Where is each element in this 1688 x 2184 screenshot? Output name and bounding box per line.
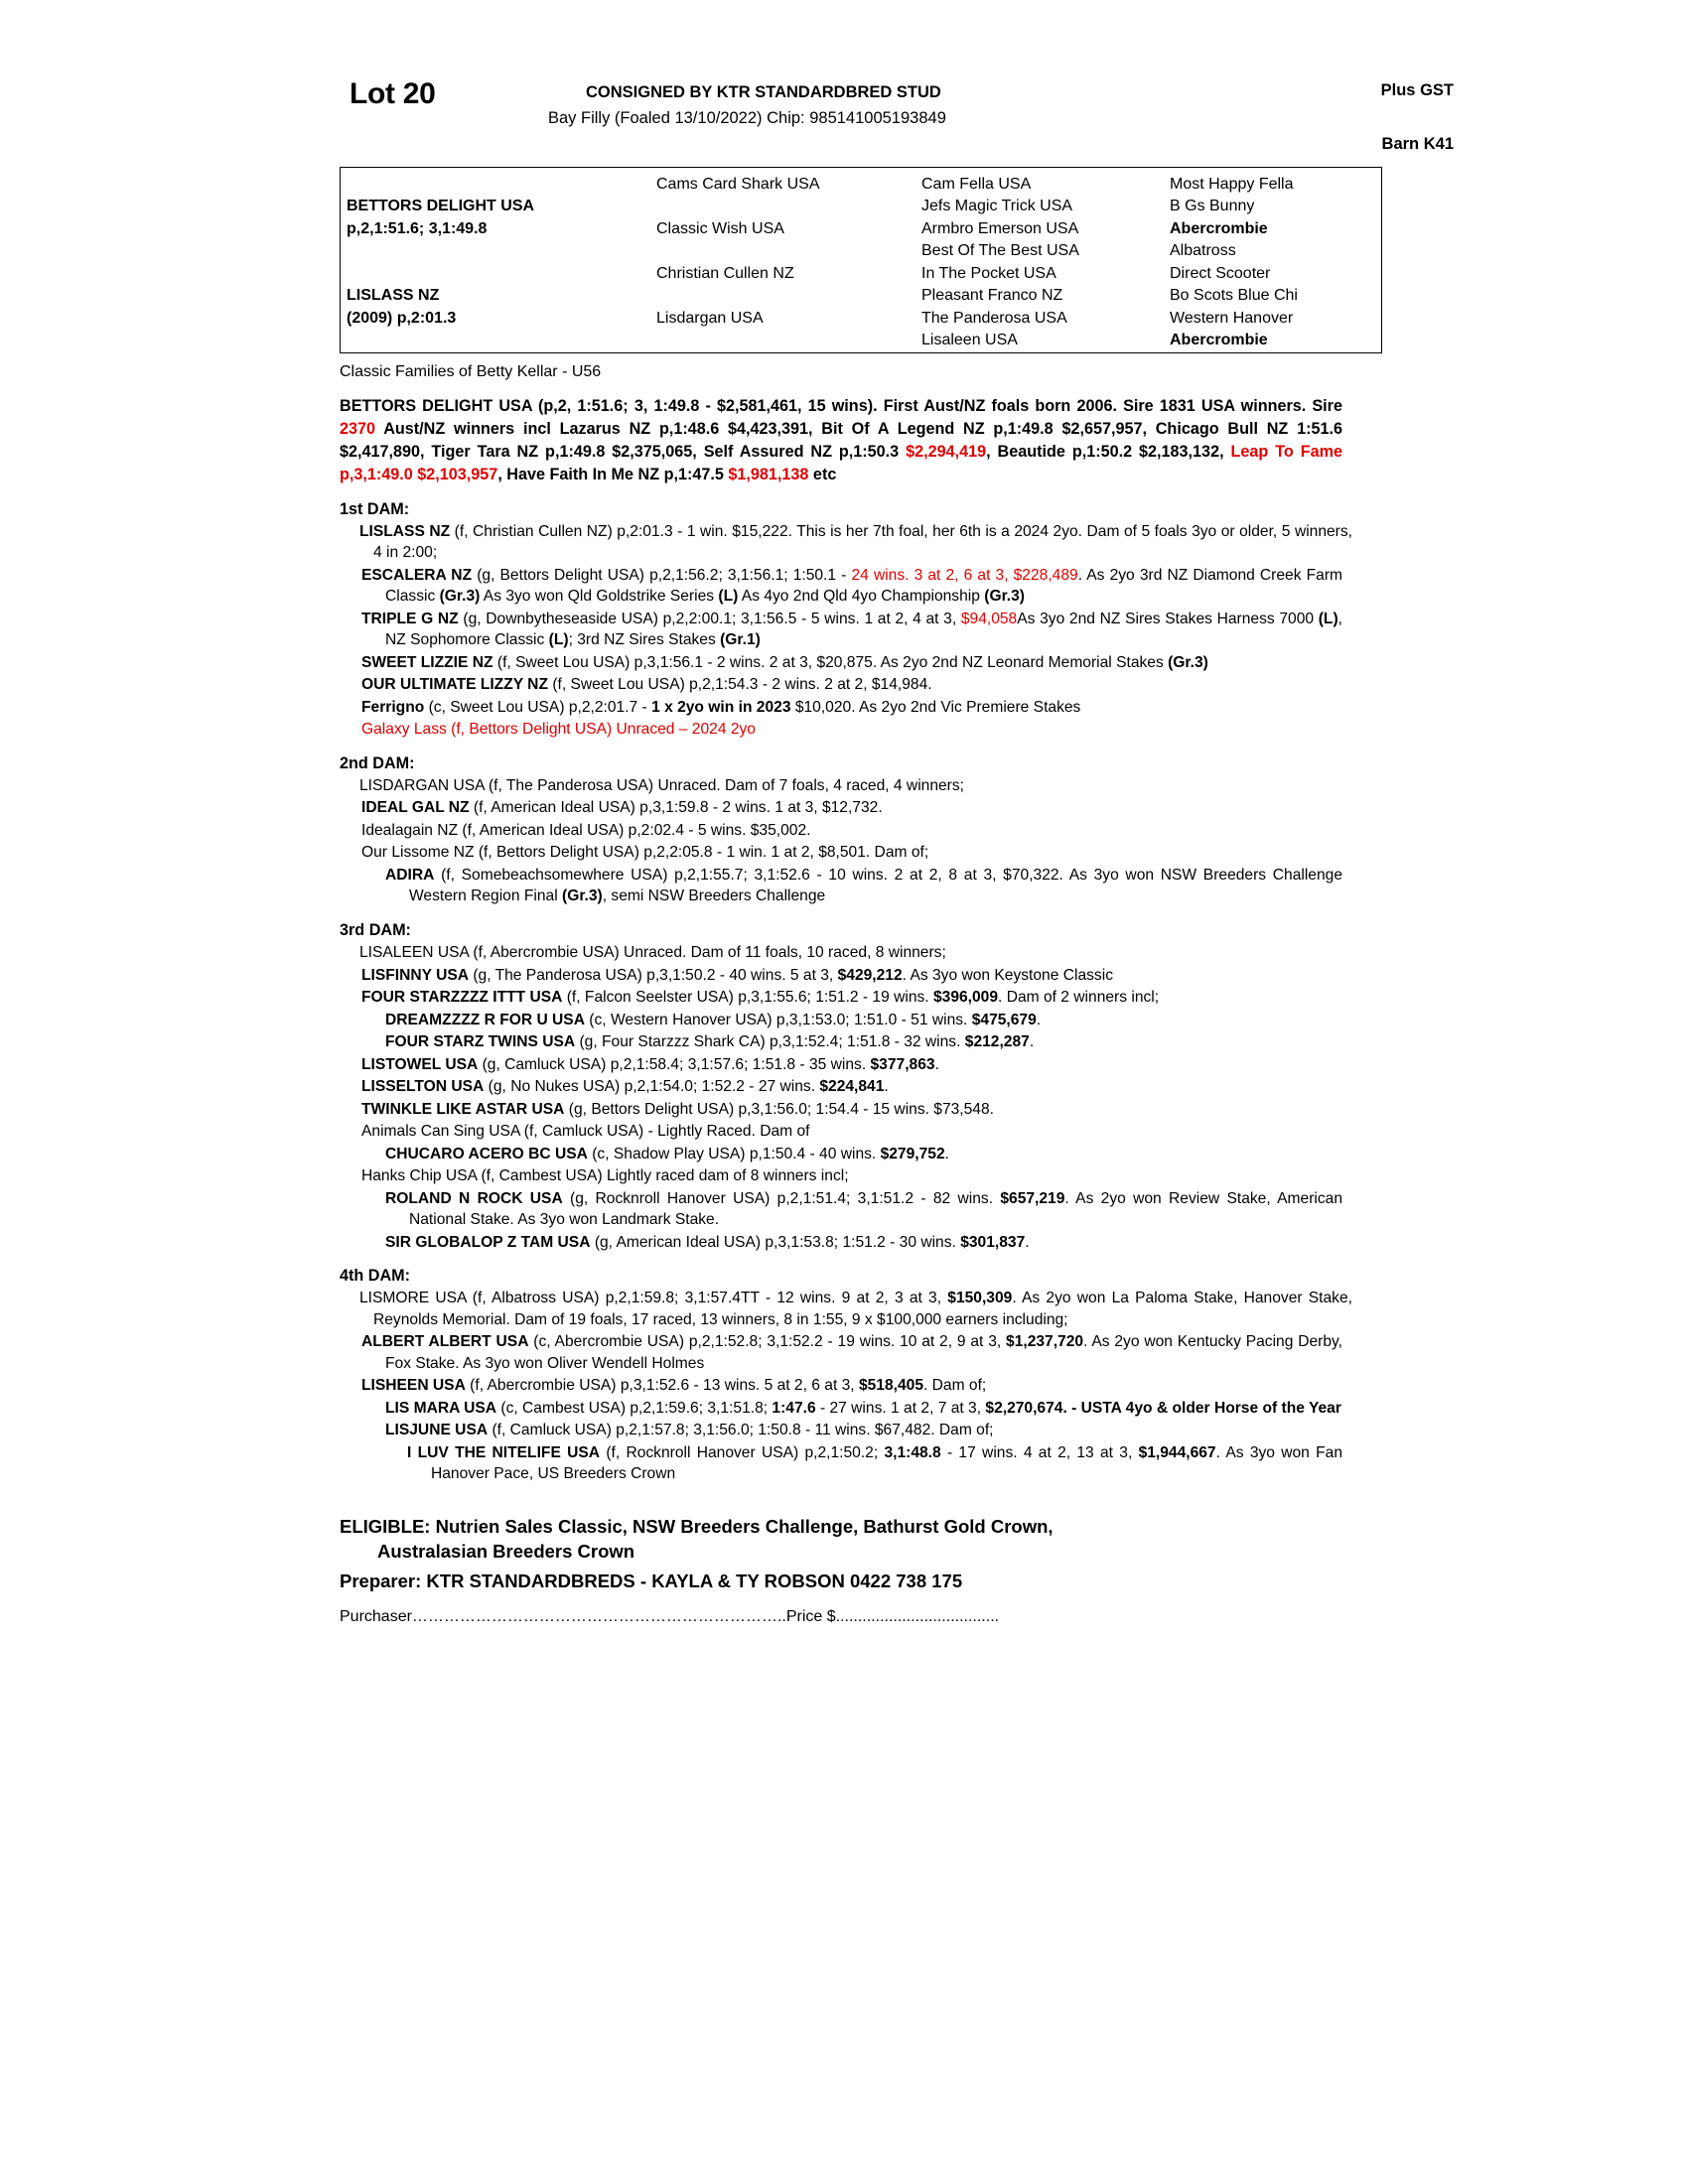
entry-name-text: (Gr.3) [984,588,1025,606]
pedigree-cell-gen1 [341,240,651,262]
dam-heading: 2nd DAM: [340,753,415,772]
pedigree-entry [340,1010,1342,1031]
entry-name-text: LIS MARA USA [385,1399,497,1417]
pedigree-entry [340,1165,1342,1187]
entry-name-text: LISHEEN USA [361,1377,466,1395]
sire-text: etc [808,465,837,483]
pedigree-table-wrapper [340,167,1333,353]
pedigree-cell-gen2 [650,330,915,352]
entry-name-text: LISJUNE USA [385,1422,489,1439]
entry-name-text: ESCALERA NZ [361,566,473,584]
entry-text: (c, Shadow Play USA) p,1:50.4 - 40 wins. [587,1145,881,1162]
entry-name-text: LISLASS NZ [359,522,451,540]
family-line: Classic Families of Betty Kellar - U56 [340,362,602,380]
entry-name-text: CHUCARO ACERO BC USA [385,1145,588,1162]
pedigree-entry [340,697,1342,719]
entry-name-text: $518,405 [858,1377,923,1395]
entry-text: LISALEEN USA (f, Abercrombie USA) Unraced. Dam of 11 foals, 10 raced, 8 winners; [359,944,946,961]
entry-name-text: IDEAL GAL NZ [361,799,470,817]
pedigree-cell-gen4: Abercrombie [1170,219,1268,237]
pedigree-entry [340,521,1352,564]
pedigree-entry [340,987,1342,1009]
pedigree-row [341,330,1382,352]
entry-text: LISMORE USA (f, Albatross USA) p,2,1:59.8; 3,1:57.4TT - 12 wins. 9 at 2, 3 at 3, [359,1290,948,1307]
dam-heading: 3rd DAM: [340,921,411,939]
page-header [119,40,1569,153]
horse-description: Bay Filly (Foaled 13/10/2022) Chip: 985141005193849 [548,109,946,127]
sire-text: , Have Faith In Me NZ p,1:47.5 [497,465,729,483]
entry-text: (c, Western Hanover USA) p,3,1:53.0; 1:51.0 - 51 wins. [584,1011,972,1028]
pedigree-cell-gen1 [341,168,651,197]
entry-text: . [1029,1033,1035,1051]
entry-name-text: ADIRA [385,866,435,884]
pedigree-cell-gen1 [341,330,651,352]
pedigree-entry [340,1288,1352,1330]
pedigree-cell-gen3: The Panderosa USA [921,309,1067,327]
entry-text: - 17 wins. 4 at 2, 13 at 3, [940,1443,1139,1461]
pedigree-cell-gen2 [650,196,915,217]
entry-name-text: LISFINNY USA [361,966,470,984]
entry-text: ; 3rd NZ Sires Stakes [568,631,721,649]
entry-text: . As 2yo won Review Stake, American National Stake. As 3yo won Landmark Stake. [409,1189,1342,1229]
entry-text: . [934,1055,939,1073]
pedigree-table [340,167,1382,353]
entry-name-text: (Gr.3) [562,887,603,905]
pedigree-entry [340,674,1342,696]
pedigree-cell-gen2: Lisdargan USA [656,309,764,327]
pedigree-cell-gen4: Most Happy Fella [1170,176,1294,193]
pedigree-entry [340,1076,1342,1098]
entry-name-text: TRIPLE G NZ [361,610,459,627]
eligible-block [340,1515,1362,1565]
entry-text: (f, American Ideal USA) p,3,1:59.8 - 2 wins. 1 at 3, $12,732. [469,799,883,817]
pedigree-entry [340,1420,1342,1441]
entry-text: As 4yo 2nd Qld 4yo Championship [738,588,985,606]
pedigree-row [341,218,1382,240]
entry-name-text: $279,752 [880,1145,945,1162]
pedigree-entry [340,1331,1342,1374]
entry-name-text: DREAMZZZZ R FOR U USA [385,1011,585,1028]
entry-name-text: FOUR STARZ TWINS USA [385,1033,576,1051]
entry-text: Our Lissome NZ (f, Bettors Delight USA) p,2,2:05.8 - 1 win. 1 at 2, $8,501. Dam of; [361,844,929,862]
entry-text: - 27 wins. 1 at 2, 7 at 3, [815,1399,986,1417]
entry-name-text: 3,1:48.8 [884,1443,941,1461]
purchaser-line: Purchaser……………………………………………………………..Price $..................................... [340,1607,1000,1625]
pedigree-cell-gen3: Pleasant Franco NZ [921,287,1063,305]
entry-name-text: $150,309 [947,1290,1013,1307]
pedigree-cell-gen4: Bo Scots Blue Chi [1170,287,1298,305]
entry-text: (f, Falcon Seelster USA) p,3,1:55.6; 1:51.2 - 19 wins. [562,989,933,1007]
entry-name-text: 1 x 2yo win in 2023 [651,698,791,716]
pedigree-entry [340,1442,1342,1485]
entry-name-text: (L) [718,588,739,606]
pedigree-entry [340,797,1342,819]
entry-text: $10,020. As 2yo 2nd Vic Premiere Stakes [790,698,1081,716]
eligible-line-1: ELIGIBLE: Nutrien Sales Classic, NSW Breeders Challenge, Bathurst Gold Crown, [340,1515,1054,1537]
dam-heading: 1st DAM: [340,499,410,518]
pedigree-cell-gen4: Direct Scooter [1170,264,1271,282]
entry-highlight-text: Galaxy Lass (f, Bettors Delight USA) Unraced – 2024 2yo [361,721,756,739]
pedigree-entry [340,965,1342,987]
pedigree-cell-gen4: Albatross [1170,242,1236,260]
pedigree-cell-gen1: BETTORS DELIGHT USA [347,198,535,215]
entry-text: . As 2yo won La Paloma Stake, Hanover Stake, Reynolds Memorial. Dam of 19 foals, 17 raced, 13 winners, 8 in 1:55, 9 x $100,000 earners including; [373,1290,1352,1328]
pedigree-entry [340,1375,1342,1397]
consignor-line: CONSIGNED BY KTR STANDARDBRED STUD [586,83,941,101]
entry-text: (g, Bettors Delight USA) p,2,1:56.2; 3,1:56.1; 1:50.1 - [472,566,852,584]
pedigree-cell-gen3: Cam Fella USA [921,176,1032,193]
entry-name-text: TWINKLE LIKE ASTAR USA [361,1100,565,1118]
pedigree-cell-gen1 [341,263,651,285]
pedigree-row [341,285,1382,307]
entry-text: (c, Abercrombie USA) p,2,1:52.8; 3,1:52.2 - 19 wins. 10 at 2, 9 at 3, [528,1333,1007,1351]
entry-text: (c, Sweet Lou USA) p,2,2:01.7 - [424,698,652,716]
entry-name-text: (L) [548,631,569,649]
entry-text: . [1036,1011,1042,1028]
entry-text: (g, The Panderosa USA) p,3,1:50.2 - 40 wins. 5 at 3, [469,966,838,984]
entry-name-text: ALBERT ALBERT USA [361,1333,529,1351]
pedigree-cell-gen1: (2009) p,2:01.3 [347,309,457,327]
entry-name-text: (Gr.3) [439,588,481,606]
pedigree-cell-gen3: Lisaleen USA [921,332,1018,349]
pedigree-cell-gen3: Jefs Magic Trick USA [921,198,1073,215]
entry-text: . As 3yo won Fan Hanover Pace, US Breeders Crown [431,1443,1343,1483]
barn-label: Barn K41 [1381,135,1454,153]
entry-text: . [884,1078,889,1096]
entry-text: . As 2yo 3rd NZ Diamond Creek Farm Classic [385,566,1343,606]
entry-text: . [1025,1233,1030,1251]
sire-text: BETTORS DELIGHT USA (p,2, 1:51.6; 3, 1:49.8 - $2,581,461, 15 wins). First Aust/NZ foals born 2006. Sire 1831 USA winners. Sire [340,396,1342,415]
entry-text: (c, Cambest USA) p,2,1:59.6; 3,1:51.8; [496,1399,773,1417]
entry-text: (f, Abercrombie USA) p,3,1:52.6 - 13 wins. 5 at 2, 6 at 3, [465,1377,859,1395]
entry-name-text: Ferrigno [361,698,425,716]
entry-text: (g, Downbytheseaside USA) p,2,2:00.1; 3,1:56.5 - 5 wins. 1 at 2, 4 at 3, [458,610,961,627]
sire-text: , Beautide p,1:50.2 $2,183,132, [986,442,1231,461]
lot-number: Lot 20 [350,77,436,110]
entry-name-text: $1,944,667 [1138,1443,1216,1461]
pedigree-entry [340,1099,1342,1121]
entry-text: (g, Bettors Delight USA) p,3,1:56.0; 1:54.4 - 15 wins. $73,548. [564,1100,994,1118]
pedigree-entry [340,1398,1342,1420]
entry-text: (g, Four Starzzz Shark CA) p,3,1:52.4; 1:51.8 - 32 wins. [575,1033,965,1051]
pedigree-entry [340,942,1352,964]
sire-summary [340,395,1342,486]
entry-text: (f, Camluck USA) p,2,1:57.8; 3,1:56.0; 1:50.8 - 11 wins. $67,482. Dam of; [488,1422,994,1439]
entry-text: (g, Camluck USA) p,2,1:58.4; 3,1:57.6; 1:51.8 - 35 wins. [478,1055,871,1073]
dams-container [119,500,1569,1485]
entry-text: (g, American Ideal USA) p,3,1:53.8; 1:51.2 - 30 wins. [590,1233,961,1251]
entry-text: (f, Somebeachsomewhere USA) p,2,1:55.7; 3,1:52.6 - 10 wins. 2 at 2, 8 at 3, $70,322. As 3yo won NSW Breeders Challenge Western Region Final [409,866,1342,905]
entry-name-text: SIR GLOBALOP Z TAM USA [385,1233,591,1251]
entry-text: . Dam of; [923,1377,987,1395]
pedigree-entry [340,719,1342,741]
entry-name-text: I LUV THE NITELIFE USA [407,1443,601,1461]
entry-text: As 3yo won Qld Goldstrike Series [480,588,719,606]
sire-text: Aust/NZ winners incl Lazarus NZ p,1:48.6 $4,423,391, Bit Of A Legend NZ p,1:49.8 $2,657,957, Chicago Bull NZ 1:51.6 $2,417,890, Tiger Tara NZ p,1:49.8 $2,375,065, Self Assured NZ p,1:50.3 [340,419,1342,461]
sire-highlight-text: 2370 [340,419,376,438]
pedigree-cell-gen3: Best Of The Best USA [921,242,1079,260]
entry-name-text: ROLAND N ROCK USA [385,1189,563,1207]
pedigree-entry [340,565,1342,608]
entry-text: . As 3yo won Keystone Classic [902,966,1113,984]
entry-text: (f, Christian Cullen NZ) p,2:01.3 - 1 win. $15,222. This is her 7th foal, her 6th is a 2024 2yo. Dam of 5 foals 3yo or older, 5 winners, 4 in 2:00; [373,522,1353,562]
entry-text: , NZ Sophomore Classic [385,610,1342,649]
entry-text: Animals Can Sing USA (f, Camluck USA) - Lightly Raced. Dam of [361,1123,810,1141]
entry-text: Hanks Chip USA (f, Cambest USA) Lightly raced dam of 8 winners incl; [361,1167,849,1185]
pedigree-entry [340,1232,1342,1254]
pedigree-cell-gen2 [650,285,915,307]
entry-text: . Dam of 2 winners incl; [998,989,1160,1007]
entry-name-text: 1:47.6 [772,1399,816,1417]
entry-text: (f, Sweet Lou USA) p,3,1:56.1 - 2 wins. 2 at 3, $20,875. As 2yo 2nd NZ Leonard Memorial Stakes [492,653,1169,671]
preparer-line: Preparer: KTR STANDARDBREDS - KAYLA & TY ROBSON 0422 738 175 [340,1570,963,1591]
entry-name-text: $377,863 [870,1055,935,1073]
pedigree-entry [340,1144,1342,1165]
pedigree-cell-gen3: In The Pocket USA [921,264,1056,282]
entry-name-text: $429,212 [837,966,903,984]
entry-name-text: (Gr.3) [1168,653,1208,671]
pedigree-entry [340,842,1342,864]
pedigree-cell-gen2: Cams Card Shark USA [656,176,820,193]
sire-highlight-text: Leap To Fame p,3,1:49.0 $2,103,957 [340,442,1342,483]
entry-text: (g, Rocknroll Hanover USA) p,2,1:51.4; 3,1:51.2 - 82 wins. [562,1189,1001,1207]
entry-name-text: $2,270,674. - USTA 4yo & older Horse of the Year [985,1399,1341,1417]
pedigree-cell-gen1: p,2,1:51.6; 3,1:49.8 [347,219,488,237]
sire-highlight-text: $1,981,138 [728,465,809,483]
entry-name-text: $212,287 [964,1033,1030,1051]
entry-text: , semi NSW Breeders Challenge [602,887,826,905]
pedigree-entry [340,1121,1342,1143]
entry-text: . [944,1145,949,1162]
entry-highlight-text: $94,058 [960,610,1018,627]
pedigree-entry [340,1054,1342,1076]
entry-name-text: $224,841 [819,1078,885,1096]
pedigree-cell-gen2 [650,240,915,262]
entry-text: LISDARGAN USA (f, The Panderosa USA) Unraced. Dam of 7 foals, 4 raced, 4 winners; [359,776,965,794]
pedigree-row [341,240,1382,262]
entry-text: (g, No Nukes USA) p,2,1:54.0; 1:52.2 - 27 wins. [484,1078,820,1096]
eligible-line-2: Australasian Breeders Crown [377,1540,635,1562]
pedigree-cell-gen4: Abercrombie [1170,332,1268,349]
pedigree-cell-gen4: B Gs Bunny [1170,198,1255,215]
entry-text: Idealagain NZ (f, American Ideal USA) p,2:02.4 - 5 wins. $35,002. [361,821,811,839]
entry-text: (f, Sweet Lou USA) p,2,1:54.3 - 2 wins. 2 at 2, $14,984. [547,676,932,694]
entry-name-text: (L) [1318,610,1338,627]
pedigree-row [341,263,1382,285]
pedigree-entry [340,820,1342,842]
plus-gst-label: Plus GST [1380,81,1454,99]
pedigree-row [341,168,1382,197]
entry-name-text: SWEET LIZZIE NZ [361,653,493,671]
dam-heading: 4th DAM: [340,1267,411,1286]
pedigree-cell-gen2: Christian Cullen NZ [656,264,794,282]
entry-name-text: $396,009 [932,989,999,1007]
entry-text: . As 2yo won Kentucky Pacing Derby, Fox Stake. As 3yo won Oliver Wendell Holmes [385,1333,1342,1372]
entry-name-text: (Gr.1) [720,631,761,649]
entry-text: As 3yo 2nd NZ Sires Stakes Harness 7000 [1017,610,1319,627]
pedigree-cell-gen3: Armbro Emerson USA [921,219,1079,237]
pedigree-entry [340,1188,1342,1231]
entry-name-text: LISTOWEL USA [361,1055,479,1073]
pedigree-entry [340,865,1342,907]
entry-name-text: LISSELTON USA [361,1078,485,1096]
entry-name-text: OUR ULTIMATE LIZZY NZ [361,676,548,694]
sire-highlight-text: $2,294,419 [906,442,987,461]
entry-name-text: FOUR STARZZZZ ITTT USA [361,989,563,1007]
pedigree-entry [340,775,1352,797]
entry-name-text: $301,837 [960,1233,1026,1251]
entry-text: (f, Rocknroll Hanover USA) p,2,1:50.2; [600,1443,885,1461]
pedigree-entry [340,609,1342,651]
pedigree-cell-gen2: Classic Wish USA [656,219,784,237]
entry-highlight-text: 24 wins. 3 at 2, 6 at 3, $228,489 [851,566,1078,584]
pedigree-entry [340,652,1342,674]
entry-name-text: $475,679 [971,1011,1037,1028]
pedigree-entry [340,1031,1342,1053]
entry-name-text: $657,219 [1000,1189,1065,1207]
pedigree-cell-gen1: LISLASS NZ [347,287,440,305]
entry-name-text: $1,237,720 [1006,1333,1084,1351]
pedigree-cell-gen4: Western Hanover [1170,309,1294,327]
pedigree-row [341,196,1382,217]
pedigree-row [341,308,1382,330]
